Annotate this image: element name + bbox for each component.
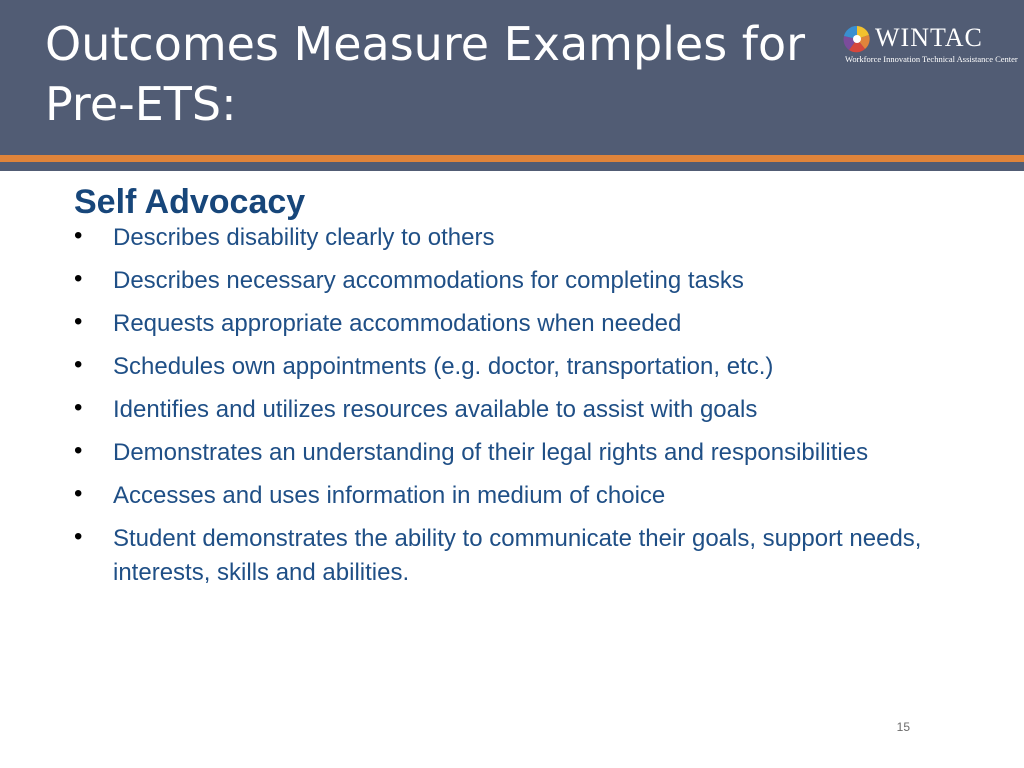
bullet-icon: • (74, 351, 83, 378)
pinwheel-logo-icon (842, 24, 872, 54)
bullet-text: Identifies and utilizes resources available to assist with goals (113, 396, 758, 423)
bullet-text: Requests appropriate accommodations when needed (113, 310, 682, 337)
section-heading: Self Advocacy (74, 183, 306, 221)
bullet-icon: • (74, 523, 83, 550)
logo-wordmark: WINTAC (875, 23, 983, 52)
list-item (74, 307, 954, 341)
bullet-icon: • (74, 480, 83, 507)
slide-body (74, 180, 954, 599)
bullet-text: Describes disability clearly to others (113, 224, 495, 251)
bullet-text: Demonstrates an understanding of their legal rights and responsibilities (113, 439, 869, 466)
page-number: 15 (896, 720, 910, 734)
header-orange-rule (0, 155, 1024, 162)
list-item (74, 436, 954, 470)
wintac-logo (842, 22, 1018, 67)
list-item (74, 479, 954, 513)
bullet-icon: • (74, 437, 83, 464)
list-item (74, 522, 954, 590)
list-item (74, 221, 954, 255)
bullet-icon: • (74, 394, 83, 421)
bullet-text: Schedules own appointments (e.g. doctor, transportation, etc.) (113, 353, 774, 380)
logo-tagline: Workforce Innovation Technical Assistance Center (845, 54, 1018, 64)
bullet-list (74, 221, 954, 590)
list-item (74, 264, 954, 298)
bullet-icon: • (74, 222, 83, 249)
slide-header (0, 0, 1024, 155)
bullet-icon: • (74, 265, 83, 292)
list-item (74, 393, 954, 427)
bullet-icon: • (74, 308, 83, 335)
bullet-text: Student demonstrates the ability to communicate their goals, support needs, interests, skills and abilities. (113, 525, 922, 586)
bullet-text: Describes necessary accommodations for completing tasks (113, 267, 744, 294)
header-slate-rule (0, 162, 1024, 171)
bullet-text: Accesses and uses information in medium of choice (113, 482, 666, 509)
slide-title: Outcomes Measure Examples for Pre-ETS: (45, 17, 806, 131)
list-item (74, 350, 954, 384)
